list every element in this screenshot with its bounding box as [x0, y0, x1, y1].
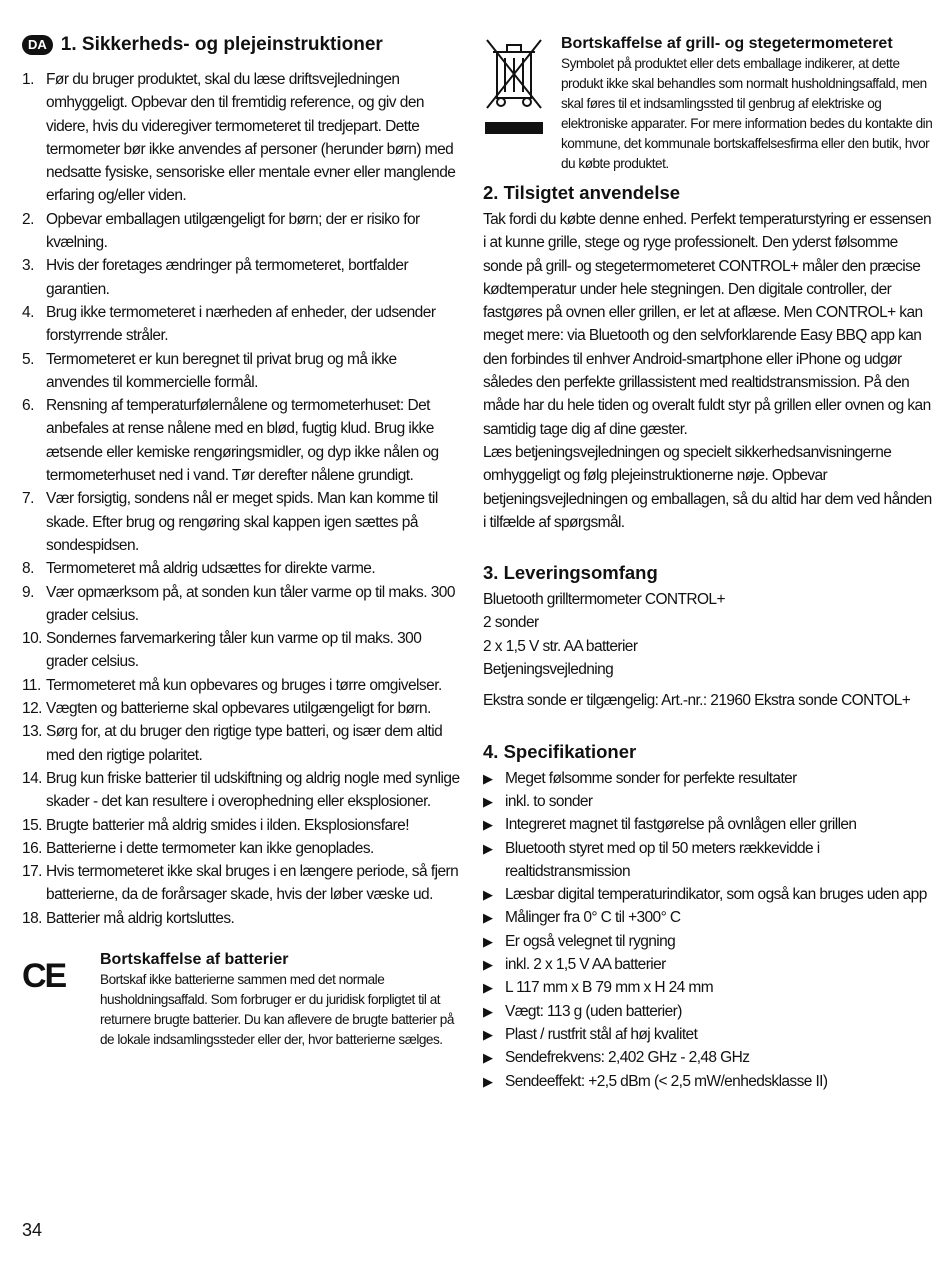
page-number: 34	[22, 1220, 43, 1240]
item-text: Vær opmærksom på, at sonden kun tåler varme op til maks. 300 grader celsius.	[46, 583, 455, 624]
extra-probe-note: Ekstra sonde er tilgængelig: Art.-nr.: 21960 Ekstra sonde CONTOL+	[483, 692, 911, 710]
list-item	[22, 674, 462, 697]
item-number: 3.	[22, 257, 34, 275]
section2-paragraph-2: Læs betjeningsvejledningen og specielt sikkerhedsanvisningerne omhyggeligt og følg plejeinstruktionerne nøje. Opbevar betjeningsvejledningen og emballagen, så du altid har dem ved hånden i tilfælde af spørgsmål.	[483, 443, 932, 531]
bullet-arrow-icon: ▶	[483, 887, 493, 903]
item-text: Rensning af temperaturfølernålene og termometerhuset: Det anbefales at rense nålene med en blød, fugtig klud. Brug ikke ætsende eller kemiske rengøringsmidler, og dyp ikke nålen og termometerhuset ned i vand. Tør derefter nålene grundigt.	[46, 397, 439, 485]
list-item	[483, 767, 933, 790]
list-item: 2 x 1,5 V str. AA batterier	[483, 637, 638, 655]
item-text: Sørg for, at du bruger den rigtige type batteri, og især dem altid med den rigtige polaritet.	[46, 723, 443, 764]
item-number: 2.	[22, 210, 34, 228]
item-number: 1.	[22, 71, 34, 88]
list-item	[483, 1000, 933, 1023]
grill-disposal-block	[483, 34, 933, 174]
list-item	[483, 906, 933, 929]
safety-list	[22, 68, 462, 930]
list-item	[483, 1070, 933, 1093]
item-number: 8.	[22, 560, 34, 578]
item-text: Vær forsigtig, sondens nål er meget spids. Man kan komme til skade. Efter brug og rengøring skal kappen igen sættes på sondespidsen.	[46, 490, 438, 554]
spec-text: Vægt: 113 g (uden batterier)	[505, 1002, 682, 1020]
item-number: 6.	[22, 397, 34, 415]
list-item	[22, 814, 462, 837]
spec-text: Læsbar digital temperaturindikator, som også kan bruges uden app	[505, 886, 927, 904]
list-item	[22, 720, 462, 767]
list-item	[22, 767, 462, 814]
list-item	[483, 790, 933, 813]
list-item	[22, 208, 462, 255]
item-number: 14.	[22, 769, 42, 787]
bullet-arrow-icon: ▶	[483, 793, 493, 809]
spec-text: inkl. to sonder	[505, 792, 593, 810]
spec-text: inkl. 2 x 1,5 V AA batterier	[505, 956, 666, 974]
item-number: 15.	[22, 816, 42, 834]
bullet-arrow-icon: ▶	[483, 910, 493, 926]
section2-title: 2. Tilsigtet anvendelse	[483, 182, 681, 203]
spec-text: Meget følsomme sonder for perfekte resultater	[505, 769, 797, 787]
item-text: Termometeret må aldrig udsættes for direkte varme.	[46, 560, 376, 578]
item-number: 13.	[22, 723, 42, 741]
item-number: 11.	[22, 676, 41, 694]
list-item: Bluetooth grilltermometer CONTROL+	[483, 591, 725, 609]
item-text: Opbevar emballagen utilgængeligt for børn; der er risiko for kvælning.	[46, 210, 420, 252]
spec-text: Integreret magnet til fastgørelse på ovnlågen eller grillen	[505, 816, 857, 834]
spec-text: Sendefrekvens: 2,402 GHz - 2,48 GHz	[505, 1049, 750, 1067]
spec-text: Er også velegnet til rygning	[505, 932, 676, 950]
spec-text: L 117 mm x B 79 mm x H 24 mm	[505, 979, 714, 997]
list-item: 2 sonder	[483, 614, 539, 632]
crossed-bin-icon	[483, 34, 561, 174]
list-item: Betjeningsvejledning	[483, 661, 614, 679]
list-item	[22, 697, 462, 720]
spec-text: Plast / rustfrit stål af høj kvalitet	[505, 1025, 698, 1043]
ce-mark-icon: CE	[22, 956, 66, 995]
spec-list	[483, 767, 933, 1093]
bullet-arrow-icon: ▶	[483, 1026, 493, 1042]
item-text: Vægten og batterierne skal opbevares utilgængeligt for børn.	[46, 700, 431, 718]
item-number: 17.	[22, 863, 42, 881]
list-item	[22, 837, 462, 860]
battery-disposal-text: Bortskaf ikke batterierne sammen med det normale husholdningsaffald. Som forbruger er du juridisk forpligtet til at returnere brugte batterier. Du kan aflevere de brugte batterier på de lokale indsamlingssteder eller der, hvor batterierne sælges.	[100, 971, 454, 1047]
bullet-arrow-icon: ▶	[483, 957, 493, 973]
section2-paragraph-1: Tak fordi du købte denne enhed. Perfekt temperaturstyring er essensen i at kunne grille, stege og ryge professionelt. Den yderst følsomme sonde på grill- og stegetermometeret CONTROL+ måler den præcise kødtemperatur under hele stegningen. Den digitale controller, der fastgøres på ovnen eller grillen, er let at aflæse. Men CONTROL+ kan meget mere: via Bluetooth og den selvforklarende Easy BBQ app kan den forbindes til enhver Android-smartphone eller iPhone og udgør således den perfekte grillassistent med realtidstransmission. På den måde har du hele tiden og overalt fuldt styr på grillen eller ovnen og kan samtidig tage dig af dine gæster.	[483, 211, 931, 438]
item-number: 18.	[22, 909, 42, 927]
bullet-arrow-icon: ▶	[483, 980, 493, 996]
section1-heading	[22, 34, 462, 56]
item-text: Batterier må aldrig kortsluttes.	[46, 909, 235, 927]
list-item	[22, 860, 462, 907]
item-text: Før du bruger produktet, skal du læse driftsvejledningen omhyggeligt. Opbevar den til fremtidig reference, og giv den videre, hvis du videregiver termometeret til tredjepart. Dette termometer bør ikke anvendes af personer (herunder børn) med nedsatte fysiske, sensoriske eller mentale evner eller manglende erfaring og/eller viden.	[46, 71, 456, 205]
item-text: Batterierne i dette termometer kan ikke genoplades.	[46, 839, 374, 857]
item-text: Sondernes farvemarkering tåler kun varme op til maks. 300 grader celsius.	[46, 630, 422, 671]
item-number: 7.	[22, 490, 34, 508]
list-item	[22, 394, 462, 487]
list-item	[22, 907, 462, 930]
list-item	[22, 301, 462, 348]
left-column	[22, 34, 462, 1050]
bullet-arrow-icon: ▶	[483, 1003, 493, 1019]
item-text: Brug ikke termometeret i nærheden af enheder, der udsender forstyrrende stråler.	[46, 303, 436, 345]
item-text: Termometeret må kun opbevares og bruges i tørre omgivelser.	[46, 676, 442, 694]
spec-text: Bluetooth styret med op til 50 meters rækkevidde i realtidstransmission	[505, 839, 820, 880]
item-text: Termometeret er kun beregnet til privat brug og må ikke anvendes til kommercielle formål.	[46, 350, 397, 391]
list-item	[483, 953, 933, 976]
list-item	[22, 68, 462, 208]
list-item	[22, 581, 462, 628]
list-item	[22, 627, 462, 674]
list-item	[483, 813, 933, 836]
spec-text: Målinger fra 0° C til +300° C	[505, 909, 681, 927]
list-item	[483, 930, 933, 953]
list-item	[22, 348, 462, 395]
item-number: 16.	[22, 839, 42, 857]
spec-text: Sendeeffekt: +2,5 dBm (< 2,5 mW/enhedsklasse II)	[505, 1072, 828, 1090]
bullet-arrow-icon: ▶	[483, 840, 493, 856]
right-column	[483, 34, 933, 1093]
list-item	[483, 883, 933, 906]
battery-disposal-title: Bortskaffelse af batterier	[100, 950, 289, 968]
bullet-arrow-icon: ▶	[483, 817, 493, 833]
section4-title: 4. Specifikationer	[483, 740, 637, 762]
item-number: 10.	[22, 630, 42, 648]
list-item	[483, 837, 933, 884]
list-item	[483, 1046, 933, 1069]
item-number: 5.	[22, 350, 34, 368]
list-item	[483, 976, 933, 999]
item-number: 4.	[22, 303, 34, 321]
list-item	[483, 1023, 933, 1046]
section1-title: 1. Sikkerheds- og plejeinstruktioner	[60, 34, 383, 55]
item-number: 12.	[22, 700, 42, 718]
item-text: Hvis der foretages ændringer på termometeret, bortfalder garantien.	[46, 257, 409, 298]
item-text: Hvis termometeret ikke skal bruges i en længere periode, så fjern batterierne, da de forårsager skade, hvis der løber væske ud.	[46, 863, 459, 904]
list-item	[22, 557, 462, 580]
battery-disposal-block	[22, 950, 462, 1050]
list-item	[22, 487, 462, 557]
grill-disposal-text: Symbolet på produktet eller dets emballage indikerer, at dette produkt ikke skal behandles som normalt husholdningsaffald, men skal føres til et indsamlingssted til genbrug af elektriske og elektroniske apparater. For mere information bedes du kontakte din kommune, det kommunale bortskaffelsesfirma eller den butik, hvor du købte produktet.	[561, 56, 933, 171]
item-text: Brug kun friske batterier til udskiftning og aldrig nogle med synlige skader - det kan resultere i overophedning eller eksplosioner.	[46, 769, 460, 811]
bullet-arrow-icon: ▶	[483, 770, 493, 786]
bullet-arrow-icon: ▶	[483, 1050, 493, 1066]
bullet-arrow-icon: ▶	[483, 1073, 493, 1089]
item-text: Brugte batterier må aldrig smides i ilden. Eksplosionsfare!	[46, 816, 409, 834]
grill-disposal-title: Bortskaffelse af grill- og stegetermometeret	[561, 35, 893, 52]
language-badge: DA	[22, 35, 53, 55]
list-item	[22, 254, 462, 301]
section3-title: 3. Leveringsomfang	[483, 562, 658, 584]
item-number: 9.	[22, 583, 34, 601]
bullet-arrow-icon: ▶	[483, 933, 493, 949]
